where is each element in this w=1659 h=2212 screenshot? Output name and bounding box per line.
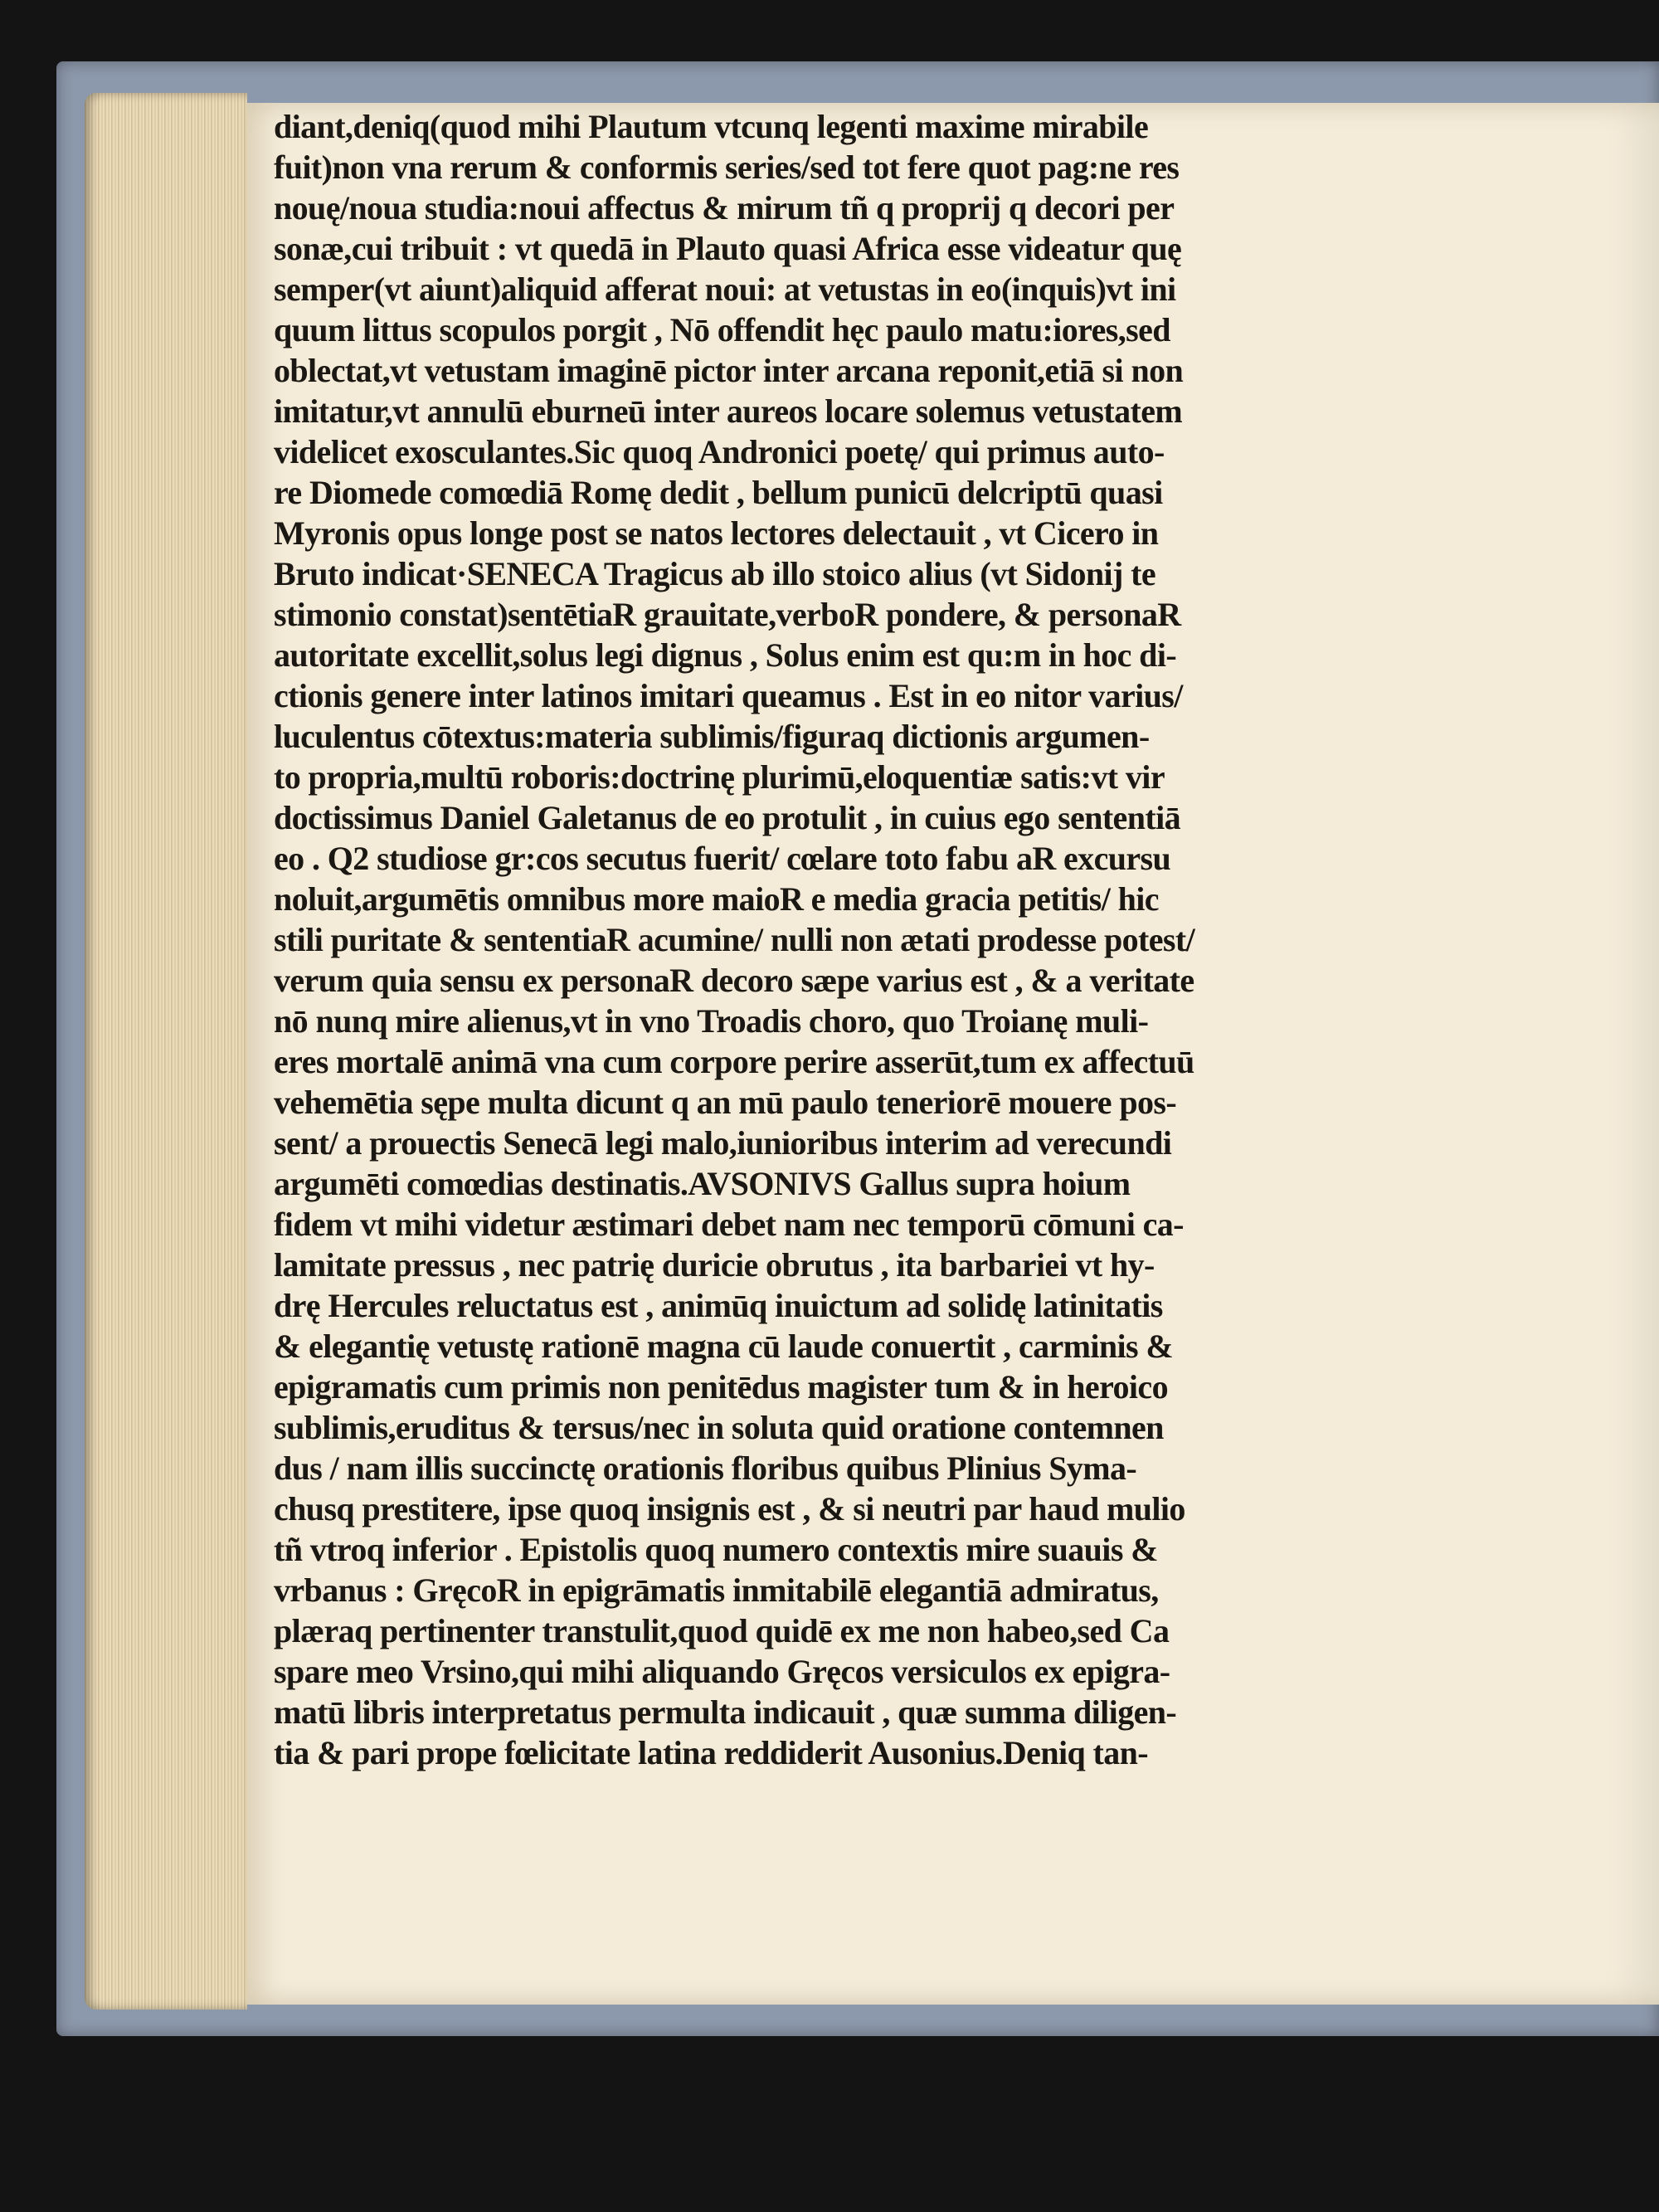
text-line: to propria,multū roboris:doctrinę plurimū,eloquentiæ satis:vt vir xyxy=(274,758,1165,796)
text-line: spare meo Vrsino,qui mihi aliquando Gręcos versiculos ex epigra- xyxy=(274,1653,1170,1690)
text-line: vehemētia sępe multa dicunt q an mū paulo teneriorē mouere pos- xyxy=(274,1084,1177,1121)
text-line: noluit,argumētis omnibus more maioR e media gracia petitis/ hic xyxy=(274,880,1159,918)
text-line: sublimis,eruditus & tersus/nec in soluta quid oratione contemnen xyxy=(274,1409,1164,1446)
text-line: semper(vt aiunt)aliquid afferat noui: at vetustas in eo(inquis)vt ini xyxy=(274,270,1176,308)
text-line: doctissimus Daniel Galetanus de eo protulit , in cuius ego sententiā xyxy=(274,799,1180,836)
text-line: imitatur,vt annulū eburneū inter aureos locare solemus vetustatem xyxy=(274,392,1183,430)
text-line: sent/ a prouectis Senecā legi malo,iunioribus interim ad verecundi xyxy=(274,1124,1172,1162)
text-line: eo . Q2 studiose gr:cos secutus fuerit/ cœlare toto fabu aR excursu xyxy=(274,840,1171,877)
text-line: fuit)non vna rerum & conformis series/sed tot fere quot pag:ne res xyxy=(274,149,1180,186)
text-line: & elegantię vetustę rationē magna cū laude conuertit , carminis & xyxy=(274,1328,1174,1365)
text-line: vrbanus : GręcoR in epigrāmatis inmitabilē elegantiā admiratus, xyxy=(274,1571,1159,1609)
text-line: sonæ,cui tribuit : vt quedā in Plauto quasi Africa esse videatur quę xyxy=(274,230,1182,267)
text-line: Bruto indicat·SENECA Tragicus ab illo stoico alius (vt Sidonij te xyxy=(274,555,1155,592)
text-line: drę Hercules reluctatus est , animūq inuictum ad solidę latinitatis xyxy=(274,1287,1163,1324)
text-line: videlicet exosculantes.Sic quoq Andronici poetę/ qui primus auto- xyxy=(274,433,1165,470)
text-line: tia & pari prope fœlicitate latina reddiderit Ausonius.Deniq tan- xyxy=(274,1734,1149,1771)
text-line: nō nunq mire alienus,vt in vno Troadis choro, quo Troianę muli- xyxy=(274,1002,1149,1040)
text-line: oblectat,vt vetustam imaginē pictor inter arcana reponit,etiā si non xyxy=(274,352,1184,389)
text-line: argumēti comœdias destinatis.AVSONIVS Gallus supra hoium xyxy=(274,1165,1131,1202)
text-line: tñ vtroq inferior . Epistolis quoq numero contextis mire suauis & xyxy=(274,1531,1158,1568)
text-line: fidem vt mihi videtur æstimari debet nam nec temporū cōmuni ca- xyxy=(274,1206,1184,1243)
text-line: stimonio constat)sentētiaR grauitate,verboR pondere, & personaR xyxy=(274,596,1181,633)
text-line: re Diomede comœdiā Romę dedit , bellum punicū delcriptū quasi xyxy=(274,474,1163,511)
page-fore-edge xyxy=(85,93,247,2010)
text-line: verum quia sensu ex personaR decoro sæpe varius est , & a veritate xyxy=(274,962,1194,999)
text-line: eres mortalē animā vna cum corpore perire asserūt,tum ex affectuū xyxy=(274,1043,1194,1080)
text-line: stili puritate & sententiaR acumine/ nulli non ætati prodesse potest/ xyxy=(274,921,1195,958)
text-line: luculentus cōtextus:materia sublimis/figuraq dictionis argumen- xyxy=(274,718,1150,755)
text-line: chusq prestitere, ipse quoq insignis est , & si neutri par haud mulio xyxy=(274,1490,1185,1527)
text-line: autoritate excellit,solus legi dignus , Solus enim est qu:m in hoc di- xyxy=(274,636,1177,674)
text-line: diant,deniq(quod mihi Plautum vtcunq legenti maxime mirabile xyxy=(274,108,1149,145)
text-line: epigramatis cum primis non penitēdus magister tum & in heroico xyxy=(274,1368,1168,1406)
text-line: matū libris interpretatus permulta indicauit , quæ summa diligen- xyxy=(274,1693,1177,1731)
text-line: lamitate pressus , nec patrię duricie obrutus , ita barbariei vt hy- xyxy=(274,1246,1155,1284)
text-line: ctionis genere inter latinos imitari queamus . Est in eo nitor varius/ xyxy=(274,677,1183,714)
text-line: plæraq pertinenter transtulit,quod quidē ex me non habeo,sed Ca xyxy=(274,1612,1170,1649)
text-line: dus / nam illis succinctę orationis floribus quibus Plinius Syma- xyxy=(274,1449,1137,1487)
text-line: nouę/noua studia:noui affectus & mirum tñ q proprij q decori per xyxy=(274,189,1175,227)
text-block xyxy=(274,106,1265,1773)
text-line: quum littus scopulos porgit , Nō offendit hęc paulo matu:iores,sed xyxy=(274,311,1170,348)
text-line: Myronis opus longe post se natos lectores delectauit , vt Cicero in xyxy=(274,514,1159,552)
